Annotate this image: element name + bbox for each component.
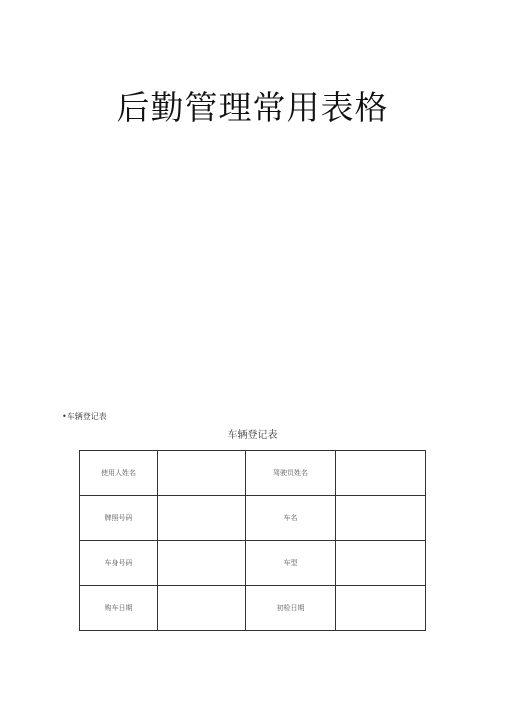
label-cell: 初检日期 [246,586,336,631]
value-cell [158,496,246,541]
section-label: •车辆登记表 [62,412,107,421]
table-row [80,541,426,586]
label-cell: 车型 [246,541,336,586]
table-row [80,586,426,631]
label-cell: 车身号码 [80,541,158,586]
value-cell [336,586,426,631]
value-cell [336,496,426,541]
table-caption: 车辆登记表 [227,430,278,441]
table-row [80,451,426,496]
value-cell [158,586,246,631]
value-cell [158,451,246,496]
label-cell: 牌照号码 [80,496,158,541]
label-cell: 驾驶员姓名 [246,451,336,496]
label-cell: 车名 [246,496,336,541]
value-cell [158,541,246,586]
table-row [80,496,426,541]
label-cell: 使用人姓名 [80,451,158,496]
value-cell [336,451,426,496]
vehicle-register-table [79,450,426,631]
value-cell [336,541,426,586]
document-title: 后勤管理常用表格 [116,88,389,127]
label-cell: 购车日期 [80,586,158,631]
